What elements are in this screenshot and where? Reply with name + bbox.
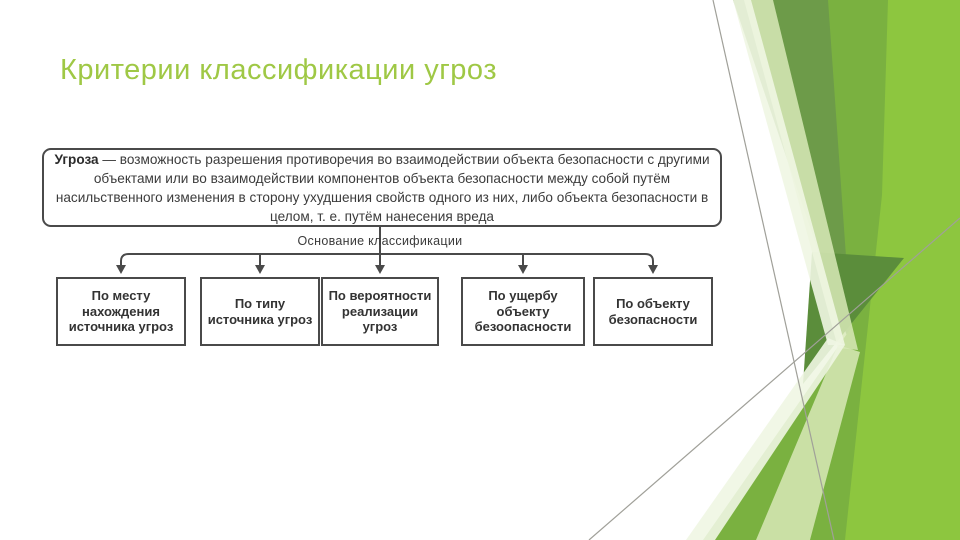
arrowhead-4 <box>518 265 528 274</box>
arrowhead-5 <box>648 265 658 274</box>
category-label: По месту нахождения источника угроз <box>68 288 174 335</box>
definition-box <box>42 148 722 227</box>
category-box-source-location <box>56 277 186 346</box>
distribution-line <box>121 254 653 266</box>
page-title: Критерии классификации угроз <box>60 54 498 86</box>
category-label: По типу источника угроз <box>207 296 313 327</box>
definition-text <box>44 150 720 226</box>
arrowhead-1 <box>116 265 126 274</box>
definition-term: Угроза <box>54 151 99 167</box>
arrowhead-2 <box>255 265 265 274</box>
category-label: По вероятности реализации угроз <box>328 288 432 335</box>
category-box-realization-probability <box>321 277 439 346</box>
category-box-security-object <box>593 277 713 346</box>
category-label: По объекту безопасности <box>608 296 698 327</box>
arrowhead-3 <box>375 265 385 274</box>
definition-body: — возможность разрешения противоречия во взаимодействии объекта безопасности с другими объектами или во взаимодействии компонентов объекта безопасности между собой путём насильственного изменения в сторону ухудшения свойств одного из них, либо объекта безопасности в целом, т. е. путём нанесения вреда <box>55 151 710 224</box>
category-box-source-type <box>200 277 320 346</box>
classification-axis-label: Основание классификации <box>297 234 463 248</box>
category-label: По ущербу объекту безоопасности <box>474 288 572 335</box>
category-box-damage-to-object <box>461 277 585 346</box>
